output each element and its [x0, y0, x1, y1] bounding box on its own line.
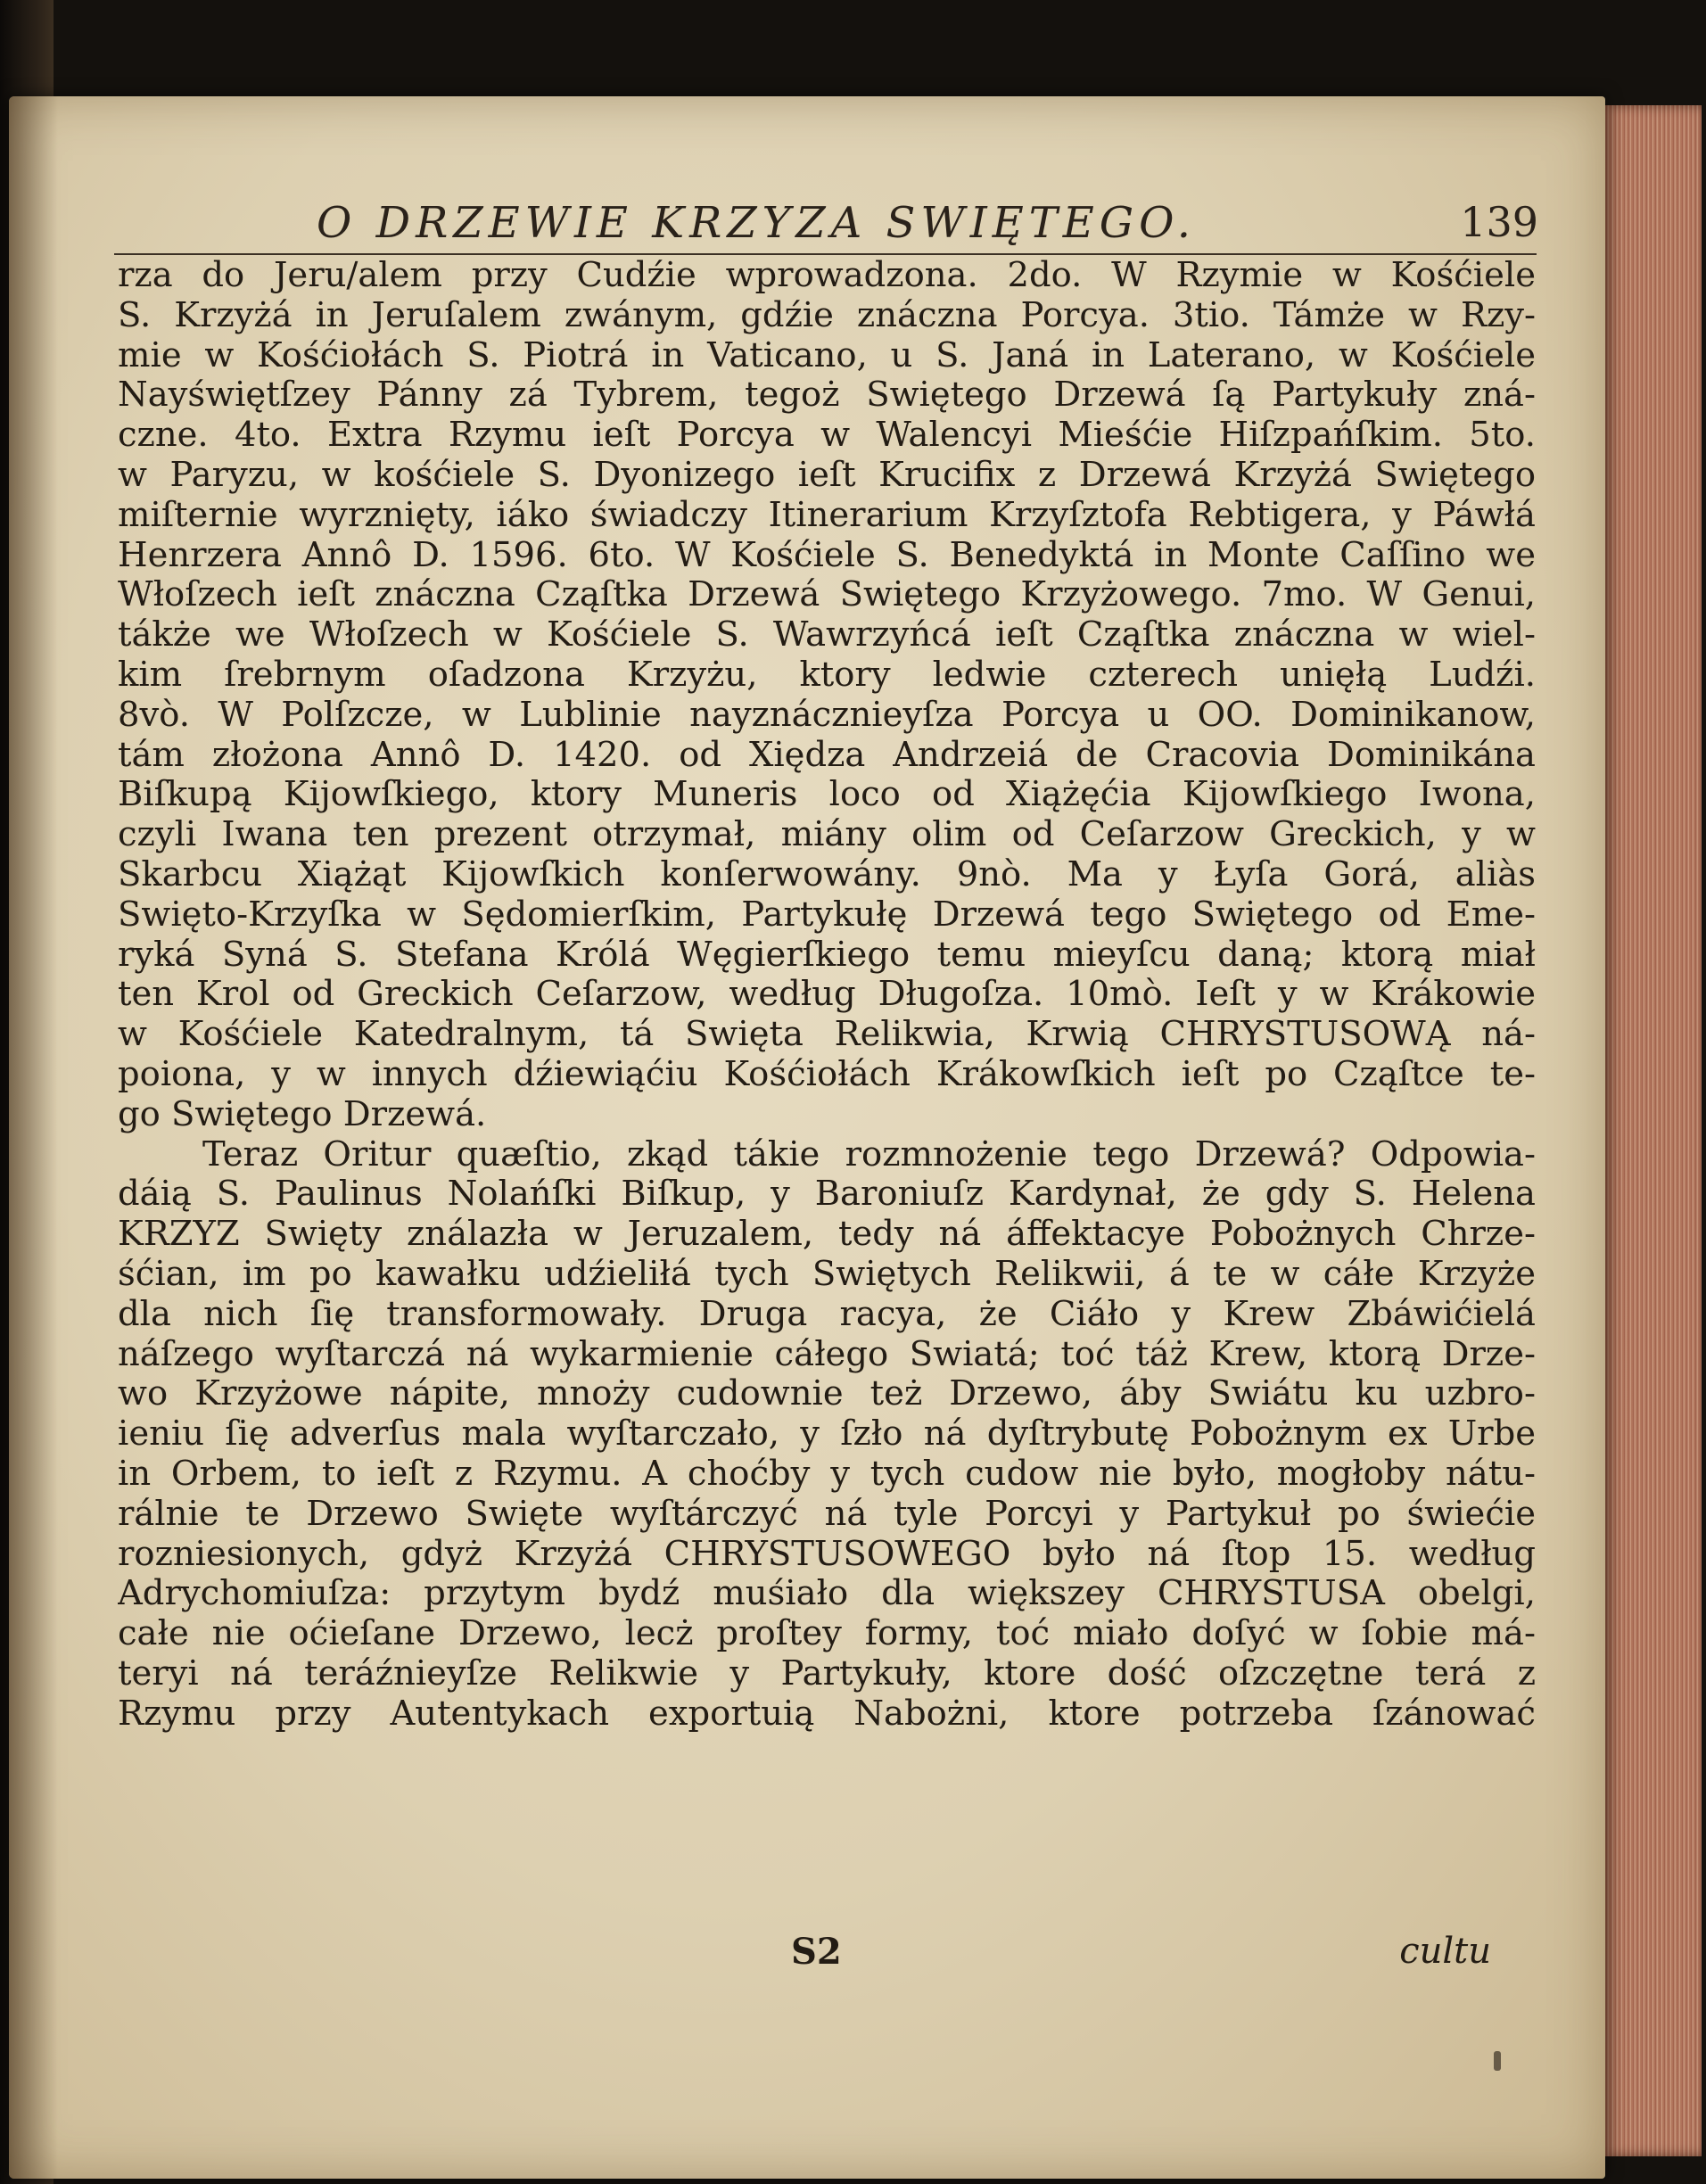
page-edges: [1605, 105, 1702, 2156]
page-gutter-shadow: [9, 96, 58, 2179]
text-line: miſternie wyrznięty, iáko świadczy Itinerarium Krzyſztofa Rebtigera, y Páwłá: [118, 495, 1536, 535]
text-line: Biſkupą Kijowſkiego, ktory Muneris loco od Xiążęćia Kijowſkiego Iwona,: [118, 775, 1536, 815]
text-line: całe nie oćieſane Drzewo, lecż proſtey formy, toć miało doſyć w ſobie má-: [118, 1614, 1536, 1654]
text-line: czyli Iwana ten prezent otrzymał, miány olim od Ceſarzow Greckich, y w: [118, 815, 1536, 855]
text-line: KRZYZ Swięty ználazła w Jeruzalem, tedy ná áffektacye Pobożnych Chrze-: [118, 1215, 1536, 1255]
text-line: w Paryzu, w kośćiele S. Dyonizego ieſt Krucifix z Drzewá Krzyżá Swiętego: [118, 455, 1536, 495]
footer-line: [118, 1931, 1536, 1975]
catchword: cultu: [1399, 1931, 1491, 1972]
text-line: kim ſrebrnym oſadzona Krzyżu, ktory ledwie czterech unięłą Ludźi.: [118, 655, 1536, 695]
text-line: náſzego wyſtarczá ná wykarmienie cáłego Swiatá; toć táż Krew, ktorą Drze-: [118, 1334, 1536, 1374]
text-line: Henrzera Annô D. 1596. 6to. W Kośćiele S. Benedyktá in Monte Caſſino we: [118, 535, 1536, 575]
text-line: in Orbem, to ieſt z Rzymu. A choćby y tych cudow nie było, mogłoby nátu-: [118, 1454, 1536, 1494]
text-line: tám złożona Annô D. 1420. od Xiędza Andrzeiá de Cracovia Dominikána: [118, 735, 1536, 775]
text-line: rozniesionych, gdyż Krzyżá CHRYSTUSOWEGO było ná ſtop 15. według: [118, 1534, 1536, 1574]
header-rule: [114, 253, 1537, 255]
text-line: 8vò. W Polſzcze, w Lublinie nayznácznieyſza Porcya u OO. Dominikanow,: [118, 695, 1536, 735]
text-line: Teraz Oritur quæſtio, zkąd tákie rozmnożenie tego Drzewá? Odpowia-: [202, 1134, 1536, 1174]
text-line: Włoſzech ieſt znáczna Cząſtka Drzewá Swiętego Krzyżowego. 7mo. W Genui,: [118, 575, 1536, 615]
text-line: Swięto-Krzyſka w Sędomierſkim, Partykułę Drzewá tego Swiętego od Eme-: [118, 894, 1536, 935]
text-line: ieniu ſię adverſus mala wyſtarczało, y ſzło ná dyſtrybutę Pobożnym ex Urbe: [118, 1414, 1536, 1455]
page-header: [125, 198, 1538, 251]
text-line: Adrychomiuſza: przytym bydź muśiało dla większey CHRYSTUSA obelgi,: [118, 1574, 1536, 1614]
text-line: w Kośćiele Katedralnym, tá Swięta Relikwia, Krwią CHRYSTUSOWĄ ná-: [118, 1015, 1536, 1055]
text-line: Nayświętſzey Pánny zá Tybrem, tegoż Swiętego Drzewá ſą Partykuły zná-: [118, 375, 1536, 416]
ink-mark: [1494, 2051, 1501, 2071]
text-line: mie w Kośćiołách S. Piotrá in Vaticano, u S. Janá in Laterano, w Kośćiele: [118, 335, 1536, 375]
text-line: tákże we Włoſzech w Kośćiele S. Wawrzyńcá ieſt Cząſtka znáczna w wiel-: [118, 615, 1536, 655]
running-title: O DRZEWIE KRZYZA SWIĘTEGO.: [317, 198, 1196, 248]
text-line: dla nich ſię transformowały. Druga racya, że Ciáło y Krew Zbáwićielá: [118, 1294, 1536, 1334]
text-line: poiona, y w innych dźiewiąćiu Kośćiołách Krákowſkich ieſt po Cząſtce te-: [118, 1054, 1536, 1094]
text-line: teryi ná teráźnieyſze Relikwie y Partykuły, ktore dość oſzczętne terá z: [118, 1653, 1536, 1694]
text-line: ryká Syná S. Stefana Królá Węgierſkiego temu mieyſcu daną; ktorą miał: [118, 935, 1536, 975]
text-line: wo Krzyżowe nápite, mnoży cudownie też Drzewo, áby Swiátu ku uzbro-: [118, 1374, 1536, 1414]
text-line: ten Krol od Greckich Ceſarzow, według Długoſza. 10mò. Ieſt y w Krákowie: [118, 975, 1536, 1015]
text-line: S. Krzyżá in Jeruſalem zwánym, gdźie znáczna Porcya. 3tio. Támże w Rzy-: [118, 295, 1536, 335]
text-line: rálnie te Drzewo Swięte wyſtárczyć ná tyle Porcyi y Partykuł po świećie: [118, 1494, 1536, 1534]
body-text: [118, 256, 1536, 1734]
page-number: 139: [1460, 198, 1538, 246]
text-line: czne. 4to. Extra Rzymu ieſt Porcya w Walencyi Mieśćie Hiſzpańſkim. 5to.: [118, 416, 1536, 456]
text-line: Skarbcu Xiążąt Kijowſkich konſerwowány. 9nò. Ma y Łyſa Gorá, aliàs: [118, 854, 1536, 894]
signature-mark: S2: [791, 1931, 842, 1973]
text-line: go Swiętego Drzewá.: [118, 1094, 487, 1134]
text-line: dáią S. Paulinus Nolańſki Biſkup, y Baroniuſz Kardynał, że gdy S. Helena: [118, 1174, 1536, 1215]
text-line: śćian, im po kawałku udźieliłá tych Swiętych Relikwii, á te w cáłe Krzyże: [118, 1254, 1536, 1294]
text-line: rza do Jeru∕alem przy Cudźie wprowadzona. 2do. W Rzymie w Kośćiele: [118, 256, 1536, 295]
text-line: Rzymu przy Autentykach exportuią Nabożni, ktore potrzeba ſzánować: [118, 1694, 1536, 1734]
